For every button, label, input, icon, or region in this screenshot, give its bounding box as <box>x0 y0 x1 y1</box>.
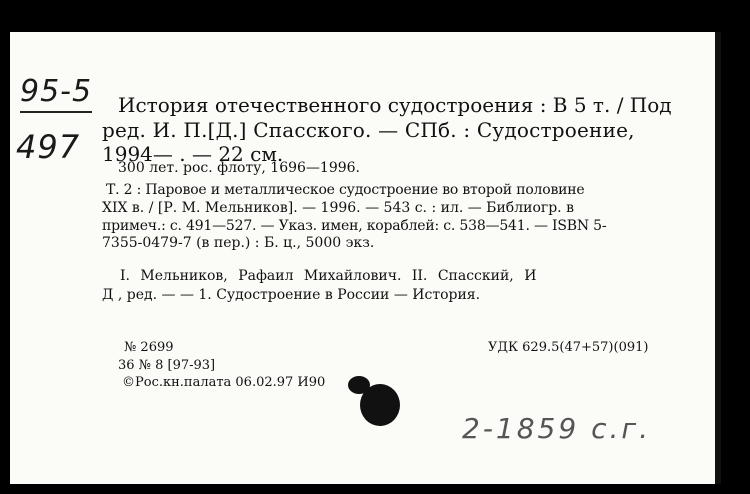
title-line-1: История отечественного судостроения : В 5 т. / Под <box>118 93 672 117</box>
title-line-2: ред. И. П.[Д.] Спасского. — СПб. : Судостроение, <box>102 118 635 142</box>
ink-blot-small <box>348 376 370 394</box>
card-number: № 2699 <box>124 340 174 355</box>
handwritten-inventory-note: 2-1859 с.г. <box>462 412 651 445</box>
series-statement: 300 лет. рос. флоту, 1696—1996. <box>118 160 360 176</box>
handwritten-shelf-mark-bottom: 497 <box>16 128 81 166</box>
subject-entries-line-2: Д , ред. — — 1. Судостроение в России — История. <box>102 287 481 303</box>
volume-line-1: Т. 2 : Паровое и металлическое судостроение во второй половине <box>106 182 585 198</box>
handwritten-shelf-mark-top: 95-5 <box>20 74 92 113</box>
udk-code: УДК 629.5(47+57)(091) <box>488 340 649 355</box>
title-line-3: 1994— . — 22 см. <box>102 142 284 166</box>
subject-entries-line-1: I. Мельников, Рафаил Михайлович. II. Спасский, И <box>120 268 537 284</box>
copyright-line: ©Рос.кн.палата 06.02.97 И90 <box>122 375 326 390</box>
volume-line-2: XIX в. / [Р. М. Мельников]. — 1996. — 543 с. : ил. — Библиогр. в <box>102 200 574 216</box>
catalog-card <box>10 32 721 484</box>
issue-number: 36 № 8 [97-93] <box>118 358 216 373</box>
volume-line-4: 7355-0479-7 (в пер.) : Б. ц., 5000 экз. <box>102 235 375 251</box>
volume-line-3: примеч.: с. 491—527. — Указ. имен, кораблей: с. 538—541. — ISBN 5- <box>102 218 607 234</box>
